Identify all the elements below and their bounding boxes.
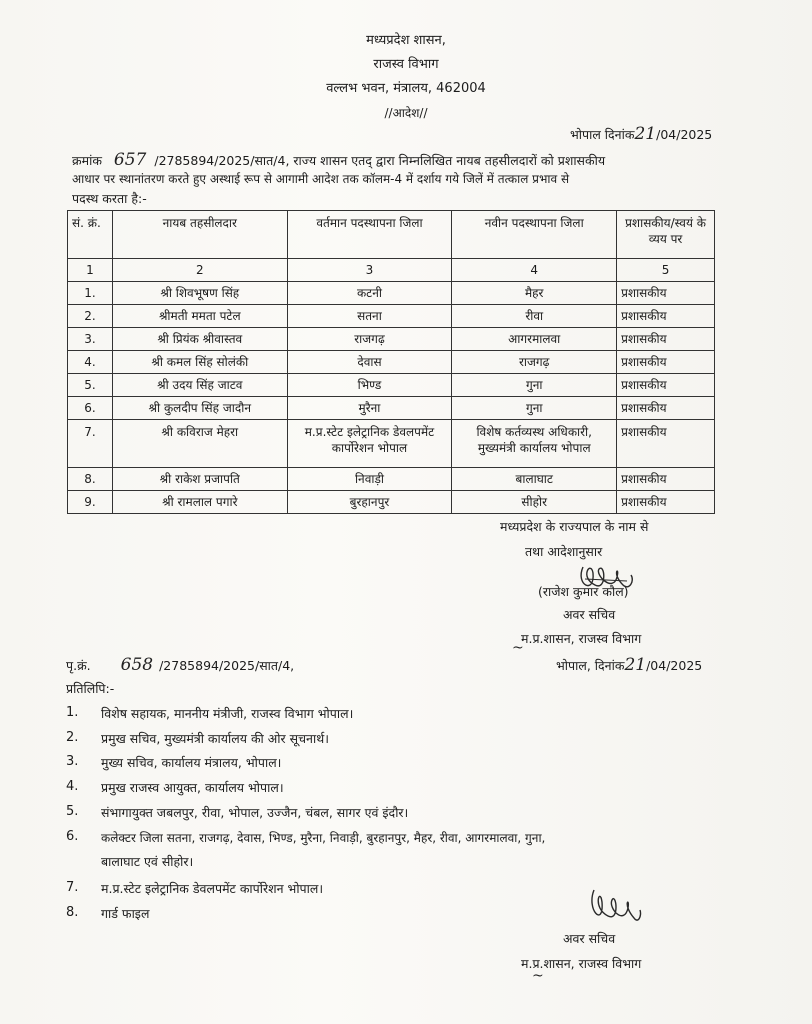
copy-date: भोपाल, दिनांक21/04/2025 bbox=[556, 655, 703, 675]
signatory-name: (राजेश कुमार कौल) bbox=[538, 584, 629, 599]
cell-name: श्री कविराज मेहरा bbox=[112, 420, 287, 468]
cell-sno: 3. bbox=[68, 328, 113, 351]
cell-current: म.प्र.स्टेट इलेट्रानिक डेवलपमेंट कार्पोरेशन भोपाल bbox=[287, 420, 452, 468]
col-number: 5 bbox=[617, 259, 715, 282]
table-row bbox=[68, 374, 715, 397]
cell-new: रीवा bbox=[452, 305, 617, 328]
list-item: म.प्र.स्टेट इलेट्रानिक डेवलपमेंट कार्पोरेशन भोपाल। bbox=[101, 881, 324, 896]
cell-name: श्री रामलाल पगारे bbox=[112, 491, 287, 514]
order-date-handwritten: 21 bbox=[634, 124, 657, 144]
list-item: विशेष सहायक, माननीय मंत्रीजी, राजस्व विभाग भोपाल। bbox=[101, 706, 354, 721]
table-row bbox=[68, 282, 715, 305]
table-row bbox=[68, 420, 715, 468]
cell-sno: 4. bbox=[68, 351, 113, 374]
list-item-number: 6. bbox=[66, 829, 79, 844]
list-item: प्रमुख राजस्व आयुक्त, कार्यालय भोपाल। bbox=[101, 780, 284, 795]
initial-mark: ~ bbox=[512, 640, 524, 656]
cell-current: निवाड़ी bbox=[287, 468, 452, 491]
table-row bbox=[68, 491, 715, 514]
cell-type: प्रशासकीय bbox=[617, 305, 715, 328]
cell-sno: 8. bbox=[68, 468, 113, 491]
cell-current: मुरैना bbox=[287, 397, 452, 420]
cell-sno: 2. bbox=[68, 305, 113, 328]
cell-name: श्री राकेश प्रजापति bbox=[112, 468, 287, 491]
cell-name: श्री प्रियंक श्रीवास्तव bbox=[112, 328, 287, 351]
cell-sno: 9. bbox=[68, 491, 113, 514]
cell-name: श्रीमती ममता पटेल bbox=[112, 305, 287, 328]
copy-date-handwritten: 21 bbox=[624, 655, 647, 675]
cell-sno: 7. bbox=[68, 420, 113, 468]
cell-new: बालाघाट bbox=[452, 468, 617, 491]
table-row bbox=[68, 468, 715, 491]
cell-current: कटनी bbox=[287, 282, 452, 305]
col-header-new: नवीन पदस्थापना जिला bbox=[452, 211, 617, 259]
transfer-table bbox=[67, 210, 715, 514]
cell-type: प्रशासकीय bbox=[617, 351, 715, 374]
list-item-number: 2. bbox=[66, 730, 79, 745]
list-item-number: 1. bbox=[66, 705, 79, 720]
order-line-1: क्रमांक 657 /2785894/2025/सात/4, राज्य शासन एतद् द्वारा निम्नलिखित नायब तहसीलदारों को प्रशासकीय bbox=[72, 150, 606, 170]
cell-name: श्री कुलदीप सिंह जादौन bbox=[112, 397, 287, 420]
col-number: 3 bbox=[287, 259, 452, 282]
list-item-continuation: बालाघाट एवं सीहोर। bbox=[101, 854, 194, 869]
cell-type: प्रशासकीय bbox=[617, 468, 715, 491]
header-order-title: //आदेश// bbox=[384, 106, 428, 120]
list-item-number: 7. bbox=[66, 880, 79, 895]
cell-current: बुरहानपुर bbox=[287, 491, 452, 514]
cell-type: प्रशासकीय bbox=[617, 374, 715, 397]
table-row bbox=[68, 397, 715, 420]
cell-new: सीहोर bbox=[452, 491, 617, 514]
cell-name: श्री उदय सिंह जाटव bbox=[112, 374, 287, 397]
order-line-2: आधार पर स्थानांतरण करते हुए अस्थाई रूप से आगामी आदेश तक कॉलम-4 में दर्शाय गये जिलें में तत्काल प्रभाव से bbox=[72, 172, 570, 186]
signatory2-designation: अवर सचिव bbox=[563, 931, 616, 946]
col-header-current: वर्तमान पदस्थापना जिला bbox=[287, 211, 452, 259]
kramank-handwritten: 657 bbox=[113, 150, 147, 170]
cell-sno: 6. bbox=[68, 397, 113, 420]
copy-number-handwritten: 658 bbox=[120, 655, 154, 675]
signatory-department: म.प्र.शासन, राजस्व विभाग bbox=[521, 631, 642, 646]
list-item: गार्ड फाइल bbox=[101, 906, 150, 921]
list-item: प्रमुख सचिव, मुख्यमंत्री कार्यालय की ओर सूचनार्थ। bbox=[101, 731, 329, 746]
copy-to-label: प्रतिलिपि:- bbox=[66, 681, 115, 696]
cell-type: प्रशासकीय bbox=[617, 328, 715, 351]
cell-new: गुना bbox=[452, 397, 617, 420]
col-header-name: नायब तहसीलदार bbox=[112, 211, 287, 259]
order-date: भोपाल दिनांक21/04/2025 bbox=[570, 124, 713, 144]
cell-new: आगरमालवा bbox=[452, 328, 617, 351]
cell-name: श्री शिवभूषण सिंह bbox=[112, 282, 287, 305]
governor-authority-line: मध्यप्रदेश के राज्यपाल के नाम से bbox=[500, 519, 649, 534]
signatory-designation: अवर सचिव bbox=[563, 607, 616, 622]
header-address: वल्लभ भवन, मंत्रालय, 462004 bbox=[326, 81, 486, 96]
list-item: कलेक्टर जिला सतना, राजगढ़, देवास, भिण्ड, मुरैना, निवाड़ी, बुरहानपुर, मैहर, रीवा, आगरमालवा, गुना, bbox=[101, 831, 546, 845]
list-item-number: 8. bbox=[66, 905, 79, 920]
table-colnum-row bbox=[68, 259, 715, 282]
cell-type: प्रशासकीय bbox=[617, 282, 715, 305]
table-row bbox=[68, 328, 715, 351]
table-header-row bbox=[68, 211, 715, 259]
header-department: राजस्व विभाग bbox=[373, 57, 439, 72]
cell-new: गुना bbox=[452, 374, 617, 397]
col-header-type: प्रशासकीय/स्वयं के व्यय पर bbox=[617, 211, 715, 259]
list-item: संभागायुक्त जबलपुर, रीवा, भोपाल, उज्जैन, चंबल, सागर एवं इंदौर। bbox=[101, 805, 409, 820]
list-item-number: 5. bbox=[66, 804, 79, 819]
col-header-sno: सं. क्रं. bbox=[68, 211, 113, 259]
col-number: 2 bbox=[112, 259, 287, 282]
initial-mark-2: ~ bbox=[532, 968, 544, 984]
list-item-number: 4. bbox=[66, 779, 79, 794]
list-item-number: 3. bbox=[66, 754, 79, 769]
signatory2-department: म.प्र.शासन, राजस्व विभाग bbox=[521, 956, 642, 971]
cell-sno: 1. bbox=[68, 282, 113, 305]
list-item: मुख्य सचिव, कार्यालय मंत्रालय, भोपाल। bbox=[101, 755, 282, 770]
table-row bbox=[68, 351, 715, 374]
copy-reference: पृ.क्रं. 658 /2785894/2025/सात/4, bbox=[66, 655, 295, 675]
cell-new: विशेष कर्तव्यस्थ अधिकारी, मुख्यमंत्री कार्यालय भोपाल bbox=[452, 420, 617, 468]
table-row bbox=[68, 305, 715, 328]
by-order-line: तथा आदेशानुसार bbox=[525, 544, 603, 559]
header-government: मध्यप्रदेश शासन, bbox=[366, 33, 446, 48]
cell-new: राजगढ़ bbox=[452, 351, 617, 374]
col-number: 1 bbox=[68, 259, 113, 282]
cell-current: देवास bbox=[287, 351, 452, 374]
cell-name: श्री कमल सिंह सोलंकी bbox=[112, 351, 287, 374]
cell-current: सतना bbox=[287, 305, 452, 328]
cell-type: प्रशासकीय bbox=[617, 397, 715, 420]
cell-new: मैहर bbox=[452, 282, 617, 305]
cell-type: प्रशासकीय bbox=[617, 420, 715, 468]
cell-sno: 5. bbox=[68, 374, 113, 397]
cell-current: राजगढ़ bbox=[287, 328, 452, 351]
col-number: 4 bbox=[452, 259, 617, 282]
order-line-3: पदस्थ करता है:- bbox=[72, 191, 147, 206]
cell-type: प्रशासकीय bbox=[617, 491, 715, 514]
cell-current: भिण्ड bbox=[287, 374, 452, 397]
